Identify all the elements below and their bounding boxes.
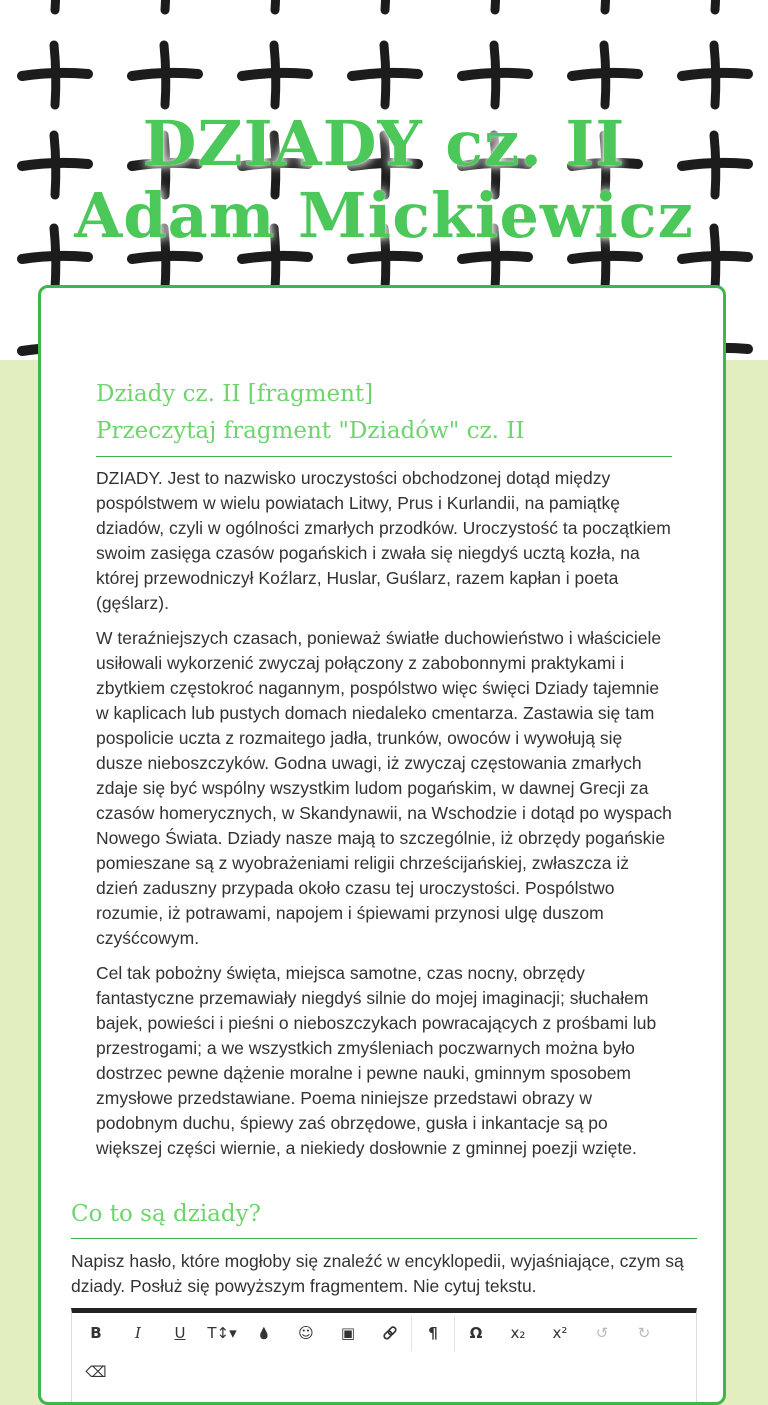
italic-icon: I — [135, 1324, 141, 1342]
bold-button[interactable] — [75, 1315, 117, 1351]
answer-editor[interactable] — [71, 1308, 697, 1405]
question-divider — [71, 1238, 697, 1239]
reading-heading-line-2: Przeczytaj fragment "Dziadów" cz. II — [96, 418, 525, 444]
text-color-button[interactable] — [243, 1315, 285, 1351]
cross-mark — [132, 45, 198, 105]
image-button[interactable] — [327, 1315, 369, 1351]
paragraph-icon: ¶ — [428, 1324, 438, 1342]
editor-toolbar — [72, 1313, 696, 1353]
question-heading: Co to są dziady? — [71, 1201, 261, 1227]
smiley-icon: ☺ — [298, 1324, 314, 1342]
color-drop-icon: 💧 — [257, 1326, 271, 1340]
reading-heading — [96, 376, 672, 450]
undo-icon: ↺ — [595, 1324, 609, 1342]
cross-mark — [22, 0, 88, 10]
cross-mark — [572, 45, 638, 105]
reading-paragraph: Cel tak pobożny święta, miejsca samotne, czas nocny, obrzędy fantastyczne przemawiały niegdyś silnie do mojej imaginacji; słuchałem bajek, powieści i pieśni o nieboszczykach powracających z prośbami lub przestrogami; a we wszystkich zmyśleniach poczwarnych można było dostrzec pewne dążenie moralne i pewne nauki, gminnym sposobem zmysłowe przedstawiane. Poema niniejsze przedstawi obrazy w podobnym duchu, śpiewy zaś obrzędowe, gusła i inkantacje są po większej części wiernie, a niekiedy dosłownie z gminnej poezji wzięte. — [96, 963, 657, 1158]
superscript-icon: x² — [552, 1324, 568, 1342]
underline-button[interactable] — [159, 1315, 201, 1351]
question-section — [71, 1192, 697, 1309]
question-instruction: Napisz hasło, które mogłoby się znaleźć w encyklopedii, wyjaśniające, czym są dziady. Posłuż się powyższym fragmentem. Nie cytuj tekstu. — [71, 1251, 684, 1296]
cross-mark — [462, 45, 528, 105]
cross-mark — [242, 0, 308, 10]
omega-icon: Ω — [469, 1324, 483, 1342]
cross-mark — [682, 45, 748, 105]
superscript-button[interactable] — [539, 1315, 581, 1351]
clear-format-button[interactable] — [75, 1354, 117, 1390]
title-line-2: Adam Mickiewicz — [74, 179, 694, 252]
reading-heading-line-1: Dziady cz. II [fragment] — [96, 381, 374, 407]
cross-mark — [22, 45, 88, 105]
eraser-icon: ⌫ — [85, 1363, 107, 1381]
redo-icon: ↻ — [637, 1324, 651, 1342]
emoji-button[interactable] — [285, 1315, 327, 1351]
font-size-button[interactable] — [201, 1315, 243, 1351]
font-size-icon: T↕▾ — [207, 1324, 237, 1342]
title-line-1: DZIADY cz. II — [142, 107, 626, 180]
subscript-button[interactable] — [497, 1315, 539, 1351]
subscript-icon: x₂ — [510, 1324, 526, 1342]
cross-mark — [132, 0, 198, 10]
underline-icon: U — [174, 1324, 186, 1342]
reading-paragraph: W teraźniejszych czasach, ponieważ światłe duchowieństwo i właściciele usiłowali wykorzenić zwyczaj połączony z zabobonnymi praktykami i zbytkiem częstokroć nagannym, pospólstwo więc święci Dziady tajemnie w kaplicach lub pustych domach niedaleko cmentarza. Zastawia się tam pospolicie uczta z rozmaitego jadła, trunków, owoców i wywołują się dusze nieboszczyków. Godna uwagi, iż zwyczaj częstowania zmarłych zdaje się być wspólny wszystkim ludom pogańskim, w dawnej Grecji za czasów homerycznych, w Skandynawii, na Wschodzie i dotąd po wyspach Nowego Świata. Dziady nasze mają to szczególnie, iż obrzędy pogańskie pomieszane są z wyobrażeniami religii chrześcijańskiej, zwłaszcza iż dzień zaduszny przypada około czasu tej uroczystości. Pospólstwo rozumie, iż potrawami, napojem i śpiewami przynosi ulgę duszom czyśćcowym. — [96, 628, 672, 948]
page-title — [0, 108, 768, 252]
cross-mark — [462, 0, 528, 10]
cross-mark — [352, 45, 418, 105]
link-button[interactable] — [369, 1315, 411, 1351]
cross-mark — [352, 0, 418, 10]
link-icon: 🔗 — [382, 1326, 398, 1340]
undo-button[interactable] — [581, 1315, 623, 1351]
editor-toolbar-row-2 — [72, 1353, 696, 1391]
heading-divider — [96, 456, 672, 457]
cross-mark — [682, 0, 748, 10]
reading-section — [96, 376, 672, 1171]
redo-button[interactable] — [623, 1315, 665, 1351]
paragraph-direction-button[interactable] — [412, 1315, 454, 1351]
italic-button[interactable] — [117, 1315, 159, 1351]
cross-mark — [572, 0, 638, 10]
bold-icon: B — [90, 1324, 102, 1342]
image-icon: ▣ — [340, 1324, 356, 1342]
reading-paragraph: DZIADY. Jest to nazwisko uroczystości obchodzonej dotąd między pospólstwem w wielu powiatach Litwy, Prus i Kurlandii, na pamiątkę dziadów, czyli w ogólności zmarłych przodków. Uroczystość ta początkiem swoim zasięga czasów pogańskich i zwała się niegdyś ucztą kozła, na której przewodniczył Koźlarz, Huslar, Guślarz, razem kapłan i poeta (gęślarz). — [96, 468, 671, 613]
special-char-button[interactable] — [455, 1315, 497, 1351]
cross-mark — [242, 45, 308, 105]
worksheet-card — [38, 285, 726, 1405]
